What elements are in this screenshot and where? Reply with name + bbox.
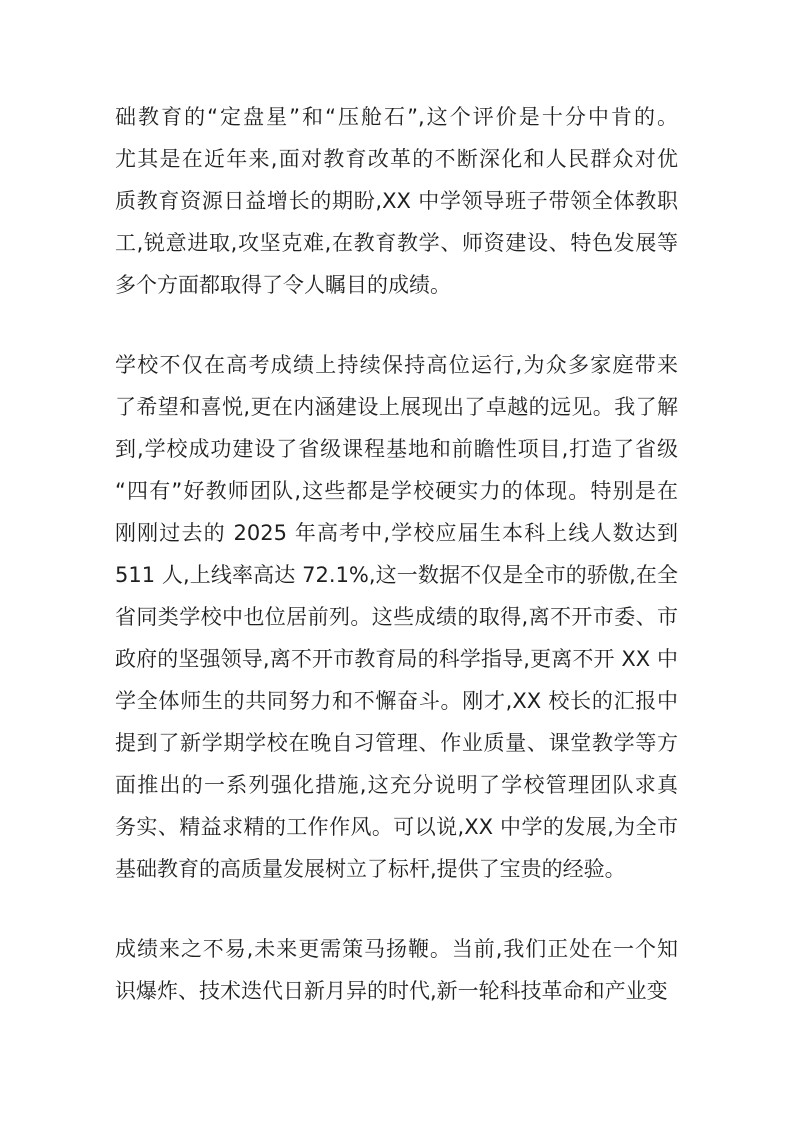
- document-body: [115, 96, 678, 1012]
- document-line: 多个方面都取得了令人瞩目的成绩。: [115, 273, 451, 297]
- document-line: 省同类学校中也位居前列。这些成绩的取得,离不开市委、市: [115, 605, 678, 629]
- paragraph: [115, 928, 678, 1012]
- document-line: 刚刚过去的 2025 年高考中,学校应届生本科上线人数达到: [115, 521, 678, 545]
- document-line: 到,学校成功建设了省级课程基地和前瞻性项目,打造了省级: [115, 437, 678, 461]
- document-line: 工,锐意进取,攻坚克难,在教育教学、师资建设、特色发展等: [115, 231, 678, 255]
- document-line: 学全体师生的共同努力和不懈奋斗。刚才,XX 校长的汇报中: [115, 689, 678, 713]
- document-line: 基础教育的高质量发展树立了标杆,提供了宝贵的经验。: [115, 857, 626, 881]
- document-line: 政府的坚强领导,离不开市教育局的科学指导,更离不开 XX 中: [115, 647, 678, 671]
- document-line: 质教育资源日益增长的期盼,XX 中学领导班子带领全体教职: [115, 189, 678, 213]
- document-line: 提到了新学期学校在晚自习管理、作业质量、课堂教学等方: [115, 731, 678, 755]
- document-line: 识爆炸、技术迭代日新月异的时代,新一轮科技革命和产业变: [115, 979, 668, 1003]
- document-line: 面推出的一系列强化措施,这充分说明了学校管理团队求真: [115, 773, 678, 797]
- document-line: 成绩来之不易,未来更需策马扬鞭。当前,我们正处在一个知: [115, 937, 678, 961]
- paragraph: [115, 96, 678, 306]
- document-line: 学校不仅在高考成绩上持续保持高位运行,为众多家庭带来: [115, 353, 678, 377]
- document-line: 511 人,上线率高达 72.1%,这一数据不仅是全市的骄傲,在全: [115, 563, 678, 587]
- document-line: “四有”好教师团队,这些都是学校硬实力的体现。特别是在: [115, 479, 678, 503]
- paragraph: [115, 344, 678, 890]
- document-line: 础教育的“定盘星”和“压舱石”,这个评价是十分中肯的。: [115, 105, 678, 129]
- document-line: 尤其是在近年来,面对教育改革的不断深化和人民群众对优: [115, 147, 678, 171]
- document-line: 了希望和喜悦,更在内涵建设上展现出了卓越的远见。我了解: [115, 395, 678, 419]
- document-line: 务实、精益求精的工作作风。可以说,XX 中学的发展,为全市: [115, 815, 678, 839]
